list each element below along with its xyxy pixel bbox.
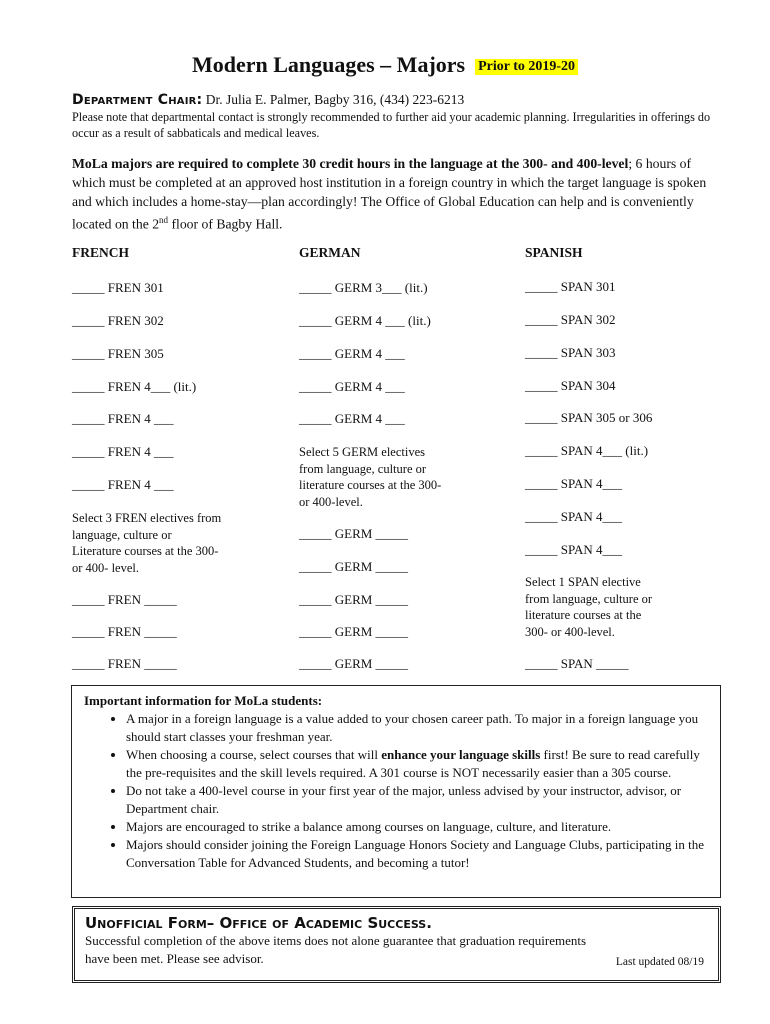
french-item: _____ FREN 4 ___ (72, 477, 174, 492)
spanish-column (525, 245, 653, 671)
german-electives-note: Select 5 GERM electives from language, culture or literature courses at the 300- or 400-level. (299, 445, 442, 509)
intro-rest-1: ; 6 hours of which must be completed at an approved host institution in a foreign country in which the target language is spoken and which includes a home-stay—plan accordingly! The Office of Global Education can help and is conveniently located on the 2 (72, 156, 707, 232)
contact-note: Please note that departmental contact is strongly recommended to further aid your academic planning. Irregularities in offerings do occur as a result of sabbaticals and medical leaves. (72, 110, 711, 140)
french-item: _____ FREN 301 (72, 280, 164, 295)
form-disclaimer: Successful completion of the above items does not alone guarantee that graduation requirements have been met. Please see advisor. (85, 933, 587, 966)
german-item: _____ GERM 4 ___ (299, 379, 405, 394)
french-item: _____ FREN 302 (72, 313, 164, 328)
form-title: Unofficial Form– Office of Academic Success. (85, 914, 432, 932)
french-item: _____ FREN 305 (72, 346, 164, 361)
info-bullet: • Majors are encouraged to strike a balance among courses on language, culture, and literature. (126, 818, 708, 836)
german-item: _____ GERM 4 ___ (299, 411, 405, 426)
german-elective-blank: _____ GERM _____ (299, 526, 409, 541)
french-elective-blank: _____ FREN _____ (72, 656, 177, 671)
chair-label: Department Chair: (72, 92, 203, 108)
french-column (72, 245, 222, 671)
french-item: _____ FREN 4 ___ (72, 444, 174, 459)
french-elective-blank: _____ FREN _____ (72, 592, 177, 607)
german-column (299, 245, 442, 671)
intro-sup: nd (159, 215, 169, 225)
info-title: Important information for MoLa students: (84, 693, 323, 708)
page-title: Modern Languages – Majors (191, 52, 466, 77)
spanish-item: _____ SPAN 301 (525, 279, 616, 294)
german-item: _____ GERM 4 ___ (lit.) (299, 313, 431, 328)
french-item: _____ FREN 4 ___ (72, 411, 174, 426)
spanish-item: _____ SPAN 4___ (525, 509, 623, 524)
info-bullet: • Majors should consider joining the Foreign Language Honors Society and Language Clubs, participating in the Conversation Table for Advanced Students, and becoming a tutor! (126, 836, 708, 872)
german-elective-blank: _____ GERM _____ (299, 624, 409, 639)
german-elective-blank: _____ GERM _____ (299, 592, 409, 607)
info-bullet-bold: enhance your language skills (381, 747, 541, 762)
spanish-item: _____ SPAN 4___ (525, 542, 623, 557)
requirements-intro (72, 154, 722, 234)
spanish-elective-blank: _____ SPAN _____ (525, 656, 629, 671)
last-updated: Last updated 08/19 (615, 956, 704, 968)
info-list (84, 710, 708, 872)
german-item: _____ GERM 4 ___ (299, 346, 405, 361)
prior-badge: Prior to 2019-20 (475, 59, 578, 75)
german-item: _____ GERM 3___ (lit.) (299, 280, 428, 295)
info-bullet-text: first! Be sure to read carefully the pre-requisites and the skill levels required. A 301 course is NOT necessarily easier than a 305 course. (126, 747, 700, 780)
spanish-item: _____ SPAN 4___ (lit.) (525, 443, 649, 458)
chair-value: Dr. Julia E. Palmer, Bagby 316, (434) 223-6213 (205, 92, 465, 107)
intro-bold: MoLa majors are required to complete 30 credit hours in the language at the 300- and 400-level (72, 156, 629, 171)
info-bullet (126, 746, 708, 782)
important-info-box (71, 685, 721, 898)
info-bullet: • Do not take a 400-level course in your first year of the major, unless advised by your instructor, advisor, or Department chair. (126, 782, 708, 818)
spanish-item: _____ SPAN 305 or 306 (525, 410, 653, 425)
german-elective-blank: _____ GERM _____ (299, 559, 409, 574)
french-electives-note: Select 3 FREN electives from language, culture or Literature courses at the 300- or 400- level. (72, 511, 222, 575)
french-elective-blank: _____ FREN _____ (72, 624, 177, 639)
spanish-electives-note: Select 1 SPAN elective from language, culture or literature courses at the 300- or 400-level. (525, 575, 653, 639)
spanish-item: _____ SPAN 4___ (525, 476, 623, 491)
spanish-item: _____ SPAN 302 (525, 312, 616, 327)
intro-rest-2: floor of Bagby Hall. (168, 216, 283, 232)
info-bullet: • A major in a foreign language is a value added to your chosen career path. To major in a foreign language you should start classes your freshman year. (126, 710, 708, 746)
title-row (0, 52, 770, 78)
spanish-item: _____ SPAN 303 (525, 345, 616, 360)
german-elective-blank: _____ GERM _____ (299, 656, 409, 671)
unofficial-form-box (72, 906, 721, 983)
french-item: _____ FREN 4___ (lit.) (72, 379, 197, 394)
info-bullet-text: When choosing a course, select courses that will (126, 747, 382, 762)
spanish-item: _____ SPAN 304 (525, 378, 616, 393)
french-heading: FRENCH (72, 245, 129, 260)
german-heading: GERMAN (299, 245, 361, 260)
spanish-heading: SPANISH (525, 245, 583, 260)
department-chair (72, 92, 464, 108)
